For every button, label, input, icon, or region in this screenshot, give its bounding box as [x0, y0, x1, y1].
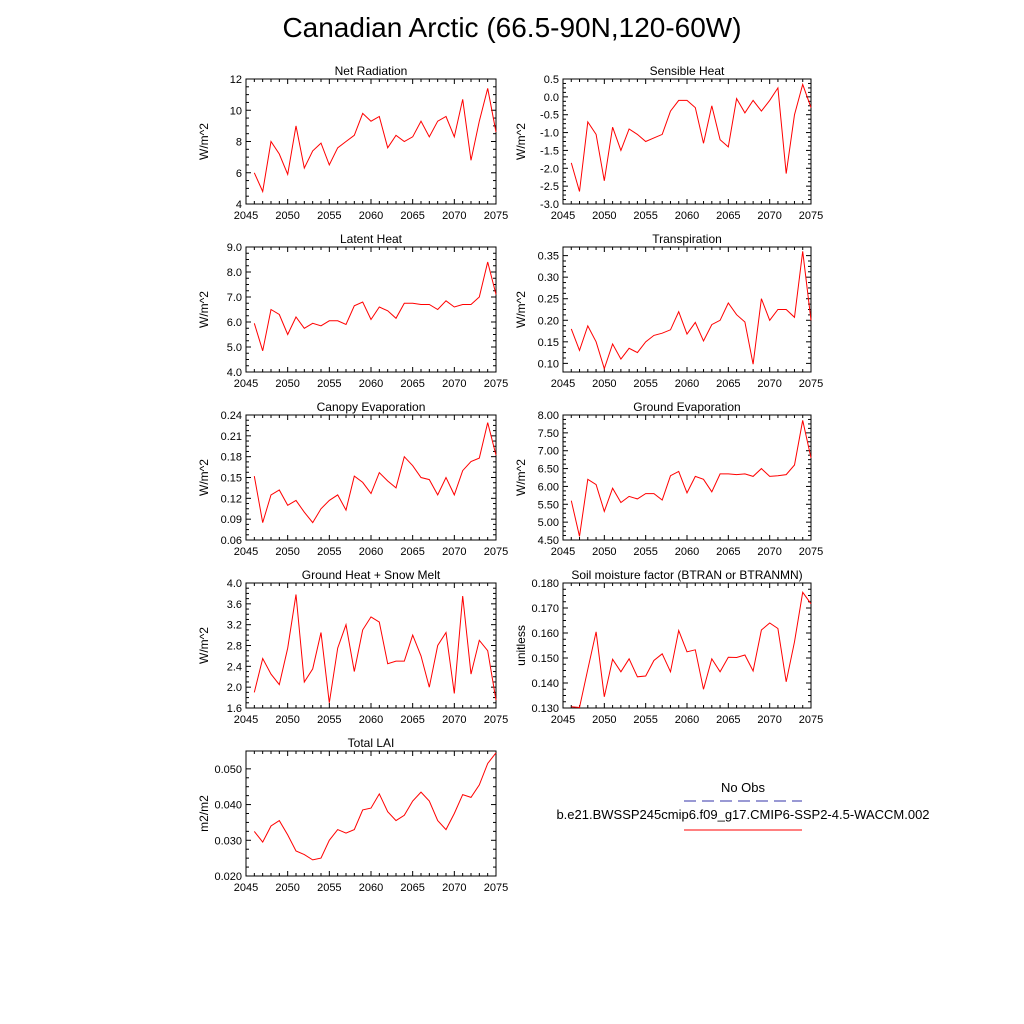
page-title: Canadian Arctic (66.5-90N,120-60W) [282, 12, 742, 43]
y-tick-label: 0.15 [537, 336, 559, 349]
y-tick-label: 4.0 [226, 578, 242, 590]
y-tick-label: 0.160 [531, 628, 559, 640]
chart-panel-5 [197, 400, 508, 558]
y-tick-label: 8.0 [226, 267, 242, 279]
y-tick-label: 3.2 [226, 619, 242, 632]
y-tick-label: 0.040 [214, 799, 242, 812]
series-line [254, 595, 496, 703]
x-tick-label: 2045 [233, 210, 259, 222]
x-tick-label: 2050 [275, 546, 300, 558]
x-tick-label: 2050 [592, 210, 617, 222]
x-tick-label: 2075 [798, 378, 824, 390]
y-tick-label: 0.0 [543, 91, 559, 104]
y-tick-label: 4.50 [537, 535, 559, 547]
y-tick-label: 0.24 [220, 410, 242, 422]
x-tick-label: 2050 [275, 882, 300, 894]
chart-panel-8 [514, 568, 823, 726]
y-tick-label: 0.030 [214, 835, 242, 848]
x-tick-label: 2070 [442, 714, 467, 726]
x-tick-label: 2060 [674, 546, 700, 558]
y-axis-label: W/m^2 [197, 459, 211, 496]
y-tick-label: 8 [235, 136, 242, 149]
chart-title: Ground Heat + Snow Melt [301, 568, 441, 582]
x-tick-label: 2070 [442, 210, 467, 222]
chart-panel-6 [514, 400, 823, 558]
y-axis-label: W/m^2 [514, 459, 528, 496]
x-tick-label: 2060 [674, 378, 700, 390]
x-tick-label: 2070 [757, 714, 782, 726]
x-tick-label: 2055 [317, 210, 342, 222]
y-tick-label: 2.0 [226, 682, 242, 695]
chart-title: Transpiration [652, 232, 722, 246]
x-tick-label: 2050 [275, 714, 300, 726]
x-tick-label: 2045 [550, 714, 576, 726]
x-tick-label: 2065 [716, 378, 741, 390]
x-tick-label: 2065 [400, 210, 425, 222]
y-tick-label: 7.0 [226, 292, 242, 304]
legend [556, 780, 929, 830]
plot-frame [563, 247, 811, 372]
plot-frame [246, 247, 496, 372]
y-tick-label: 0.09 [220, 514, 242, 527]
chart-title: Soil moisture factor (BTRAN or BTRANMN) [571, 568, 803, 582]
series-line [571, 592, 811, 707]
chart-title: Total LAI [347, 736, 395, 750]
y-tick-label: 10 [229, 105, 242, 118]
x-tick-label: 2050 [592, 714, 617, 726]
y-tick-label: 0.130 [531, 703, 559, 715]
y-tick-label: 0.10 [537, 358, 559, 371]
x-tick-label: 2050 [275, 210, 300, 222]
chart-title: Latent Heat [339, 232, 403, 246]
x-tick-label: 2045 [233, 546, 259, 558]
chart-title: Canopy Evaporation [316, 400, 426, 414]
x-tick-label: 2045 [550, 378, 576, 390]
y-tick-label: 3.6 [226, 598, 242, 611]
y-tick-label: 0.25 [537, 293, 559, 306]
y-tick-label: 0.140 [531, 678, 559, 690]
y-tick-label: -2.5 [540, 181, 559, 194]
x-tick-label: 2050 [592, 546, 617, 558]
x-tick-label: 2070 [442, 882, 467, 894]
y-axis-label: W/m^2 [514, 123, 528, 160]
x-tick-label: 2055 [633, 378, 658, 390]
x-tick-label: 2055 [317, 546, 342, 558]
x-tick-label: 2055 [317, 378, 342, 390]
y-tick-label: 6 [235, 167, 242, 180]
x-tick-label: 2075 [798, 210, 824, 222]
y-axis-label: W/m^2 [197, 123, 211, 160]
plot-frame [246, 79, 496, 204]
y-axis-label: W/m^2 [197, 627, 211, 664]
series-line [254, 88, 496, 191]
legend-obs-label: No Obs [720, 780, 766, 795]
x-tick-label: 2075 [798, 714, 824, 726]
series-line [571, 251, 811, 368]
chart-title: Ground Evaporation [633, 400, 741, 414]
x-tick-label: 2065 [716, 210, 741, 222]
y-tick-label: 0.21 [220, 430, 242, 443]
x-tick-label: 2055 [317, 882, 342, 894]
y-tick-label: 7.00 [537, 445, 559, 458]
x-tick-label: 2050 [275, 378, 300, 390]
y-tick-label: 0.35 [537, 250, 559, 263]
y-axis-label: unitless [514, 625, 528, 666]
y-tick-label: 8.00 [537, 410, 559, 422]
y-axis-label: W/m^2 [514, 291, 528, 328]
plot-frame [246, 415, 496, 540]
y-tick-label: 0.020 [214, 871, 242, 883]
y-tick-label: -3.0 [540, 199, 559, 211]
y-tick-label: -1.0 [540, 127, 559, 140]
x-tick-label: 2045 [233, 714, 259, 726]
series-line [254, 753, 496, 860]
y-tick-label: 0.150 [531, 653, 559, 665]
y-tick-label: -1.5 [540, 145, 559, 158]
y-tick-label: -0.5 [540, 109, 559, 122]
x-tick-label: 2065 [400, 378, 425, 390]
x-tick-label: 2055 [317, 714, 342, 726]
plot-frame [563, 79, 811, 204]
y-tick-label: -2.0 [540, 163, 559, 176]
x-tick-label: 2075 [483, 714, 509, 726]
x-tick-label: 2060 [358, 714, 384, 726]
y-tick-label: 0.050 [214, 763, 242, 776]
series-line [254, 262, 496, 351]
x-tick-label: 2070 [757, 546, 782, 558]
y-tick-label: 12 [229, 74, 242, 86]
plot-frame [563, 415, 811, 540]
x-tick-label: 2070 [757, 378, 782, 390]
x-tick-label: 2045 [233, 882, 259, 894]
chart-panels [197, 64, 823, 894]
chart-panel-3 [197, 232, 508, 390]
y-tick-label: 9.0 [226, 242, 242, 254]
chart-panel-1 [197, 64, 508, 222]
x-tick-label: 2045 [233, 378, 259, 390]
x-tick-label: 2075 [798, 546, 824, 558]
y-tick-label: 0.30 [537, 272, 559, 285]
x-tick-label: 2065 [716, 546, 741, 558]
y-tick-label: 4 [235, 199, 242, 211]
y-tick-label: 5.50 [537, 499, 559, 512]
chart-panel-9 [197, 736, 508, 894]
y-tick-label: 6.00 [537, 481, 559, 494]
plot-frame [246, 751, 496, 876]
y-tick-label: 0.12 [220, 493, 242, 506]
series-line [254, 423, 496, 523]
x-tick-label: 2045 [550, 210, 576, 222]
x-tick-label: 2065 [716, 714, 741, 726]
y-axis-label: m2/m2 [197, 795, 211, 832]
y-tick-label: 0.18 [220, 451, 242, 464]
legend-model-label: b.e21.BWSSP245cmip6.f09_g17.CMIP6-SSP2-4.5-WACCM.002 [556, 807, 930, 822]
x-tick-label: 2060 [674, 210, 700, 222]
series-line [571, 84, 811, 191]
chart-panel-4 [514, 232, 823, 390]
x-tick-label: 2045 [550, 546, 576, 558]
y-axis-label: W/m^2 [197, 291, 211, 328]
x-tick-label: 2065 [400, 546, 425, 558]
y-tick-label: 1.6 [226, 703, 242, 715]
chart-panel-7 [197, 568, 508, 726]
chart-title: Net Radiation [334, 64, 408, 78]
x-tick-label: 2060 [358, 210, 384, 222]
y-tick-label: 6.0 [226, 317, 242, 329]
x-tick-label: 2070 [757, 210, 782, 222]
y-tick-label: 0.5 [543, 74, 559, 86]
y-tick-label: 5.00 [537, 517, 559, 530]
y-tick-label: 0.20 [537, 315, 559, 328]
chart-panel-2 [514, 64, 823, 222]
y-tick-label: 2.4 [226, 661, 242, 674]
x-tick-label: 2065 [400, 882, 425, 894]
x-tick-label: 2075 [483, 546, 509, 558]
x-tick-label: 2075 [483, 882, 509, 894]
y-tick-label: 4.0 [226, 367, 242, 379]
chart-title: Sensible Heat [649, 64, 725, 78]
x-tick-label: 2055 [633, 714, 658, 726]
y-tick-label: 5.0 [226, 342, 242, 354]
x-tick-label: 2075 [483, 378, 509, 390]
y-tick-label: 2.8 [226, 640, 242, 653]
x-tick-label: 2070 [442, 378, 467, 390]
y-tick-label: 0.180 [531, 578, 559, 590]
y-tick-label: 7.50 [537, 427, 559, 440]
x-tick-label: 2065 [400, 714, 425, 726]
series-line [571, 420, 811, 536]
x-tick-label: 2075 [483, 210, 509, 222]
x-tick-label: 2060 [674, 714, 700, 726]
x-tick-label: 2060 [358, 546, 384, 558]
y-tick-label: 6.50 [537, 463, 559, 476]
y-tick-label: 0.15 [220, 472, 242, 485]
x-tick-label: 2060 [358, 882, 384, 894]
y-tick-label: 0.06 [220, 535, 242, 547]
plot-frame [563, 583, 811, 708]
x-tick-label: 2050 [592, 378, 617, 390]
x-tick-label: 2055 [633, 210, 658, 222]
y-tick-label: 0.170 [531, 603, 559, 615]
x-tick-label: 2060 [358, 378, 384, 390]
x-tick-label: 2055 [633, 546, 658, 558]
x-tick-label: 2070 [442, 546, 467, 558]
